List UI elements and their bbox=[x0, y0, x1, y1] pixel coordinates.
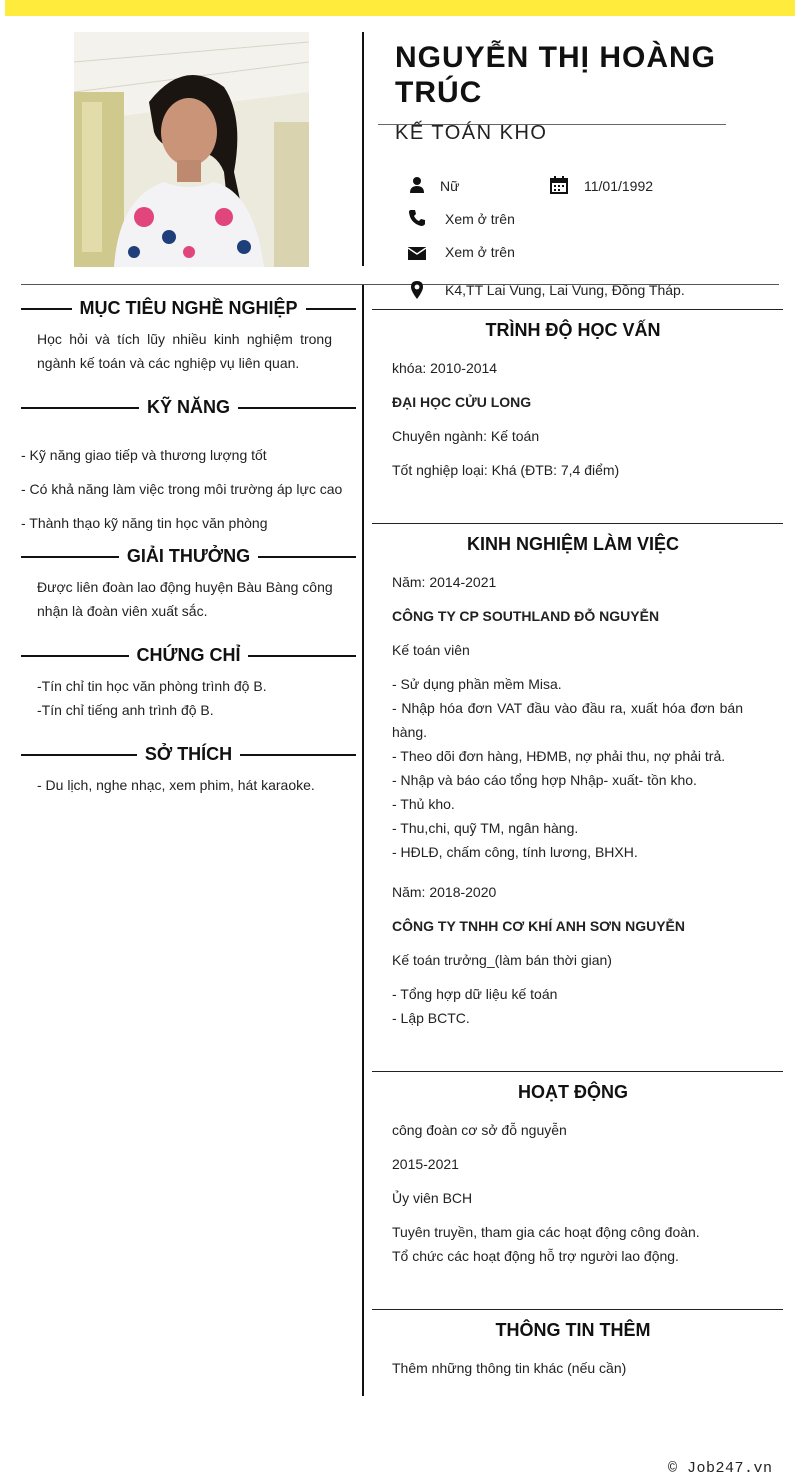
education-title: TRÌNH ĐỘ HỌC VẤN bbox=[485, 320, 661, 340]
education-school: ĐẠI HỌC CỬU LONG bbox=[392, 394, 532, 410]
birthdate-value: 11/01/1992 bbox=[584, 178, 654, 194]
certificate-item: -Tín chỉ tin học văn phòng trình độ B. bbox=[37, 678, 267, 694]
awards-text: Được liên đoàn lao động huyện Bàu Bàng công nhận là đoàn viên xuất sắc. bbox=[37, 579, 333, 619]
email-value: Xem ở trên bbox=[445, 244, 515, 260]
job-position: Kế toán trưởng_(làm bán thời gian) bbox=[392, 952, 612, 968]
awards-title: GIẢI THƯỞNG bbox=[126, 546, 251, 566]
job-company: CÔNG TY CP SOUTHLAND ĐỖ NGUYỄN bbox=[392, 608, 660, 624]
job-duty: - Theo dõi đơn hàng, HĐMB, nợ phải thu, nợ phải trả. bbox=[392, 748, 726, 764]
education-grade: Tốt nghiệp loại: Khá (ĐTB: 7,4 điểm) bbox=[392, 462, 620, 478]
profile-photo bbox=[74, 32, 309, 267]
activity-detail: Tổ chức các hoạt động hỗ trợ người lao động. bbox=[392, 1248, 679, 1264]
job-duty: - HĐLĐ, chấm công, tính lương, BHXH. bbox=[392, 844, 638, 860]
skill-item: - Có khả năng làm việc trong môi trường áp lực cao bbox=[21, 481, 343, 497]
job-duty: - Lập BCTC. bbox=[392, 1010, 470, 1026]
activities-title: HOẠT ĐỘNG bbox=[518, 1082, 628, 1102]
footer-copyright[interactable]: © Job247.vn bbox=[668, 1460, 773, 1477]
user-icon bbox=[408, 176, 426, 194]
additional-title: THÔNG TIN THÊM bbox=[495, 1320, 651, 1340]
activity-role: Ủy viên BCH bbox=[392, 1190, 473, 1206]
objective-text: Học hỏi và tích lũy nhiều kinh nghiệm trong ngành kế toán và các nghiệp vụ liên quan. bbox=[37, 331, 332, 371]
education-period: khóa: 2010-2014 bbox=[392, 360, 498, 376]
certificates-heading bbox=[21, 645, 356, 666]
additional-text: Thêm những thông tin khác (nếu cần) bbox=[392, 1360, 627, 1376]
job-duty: - Tổng hợp dữ liệu kế toán bbox=[392, 986, 558, 1002]
map-marker-icon bbox=[408, 281, 426, 299]
job-duty: - Nhập hóa đơn VAT đầu vào đầu ra, xuất hóa đơn bán hàng. bbox=[392, 700, 743, 740]
job-duty: - Thu,chi, quỹ TM, ngân hàng. bbox=[392, 820, 579, 836]
gender-value: Nữ bbox=[440, 178, 460, 194]
hobbies-heading bbox=[21, 744, 356, 765]
activities-rule bbox=[372, 1071, 783, 1072]
hobbies-title: SỞ THÍCH bbox=[144, 744, 233, 764]
skills-heading bbox=[21, 397, 356, 418]
main-divider-vertical bbox=[362, 285, 364, 1396]
header-divider-vertical bbox=[362, 32, 364, 266]
awards-heading bbox=[21, 546, 356, 567]
activity-org: công đoàn cơ sở đỗ nguyễn bbox=[392, 1122, 567, 1138]
job-period: Năm: 2014-2021 bbox=[392, 574, 497, 590]
certificates-title: CHỨNG CHỈ bbox=[136, 645, 241, 665]
accent-top-bar bbox=[5, 0, 795, 16]
job-duty: - Sử dụng phần mềm Misa. bbox=[392, 676, 562, 692]
job-duty: - Thủ kho. bbox=[392, 796, 455, 812]
additional-rule bbox=[372, 1309, 783, 1310]
objective-heading bbox=[21, 298, 356, 319]
education-major: Chuyên ngành: Kế toán bbox=[392, 428, 540, 444]
hobbies-text: - Du lịch, nghe nhạc, xem phim, hát karaoke. bbox=[37, 777, 315, 793]
envelope-icon bbox=[408, 244, 426, 262]
activity-period: 2015-2021 bbox=[392, 1156, 459, 1172]
candidate-name: NGUYỄN THỊ HOÀNG TRÚC bbox=[395, 41, 717, 109]
education-rule bbox=[372, 309, 783, 310]
job-title: KẾ TOÁN KHO bbox=[395, 122, 548, 144]
job-position: Kế toán viên bbox=[392, 642, 470, 658]
calendar-icon bbox=[550, 176, 568, 194]
phone-value: Xem ở trên bbox=[445, 211, 515, 227]
skill-item: - Thành thạo kỹ năng tin học văn phòng bbox=[21, 515, 268, 531]
phone-icon bbox=[408, 209, 426, 227]
certificate-item: -Tín chỉ tiếng anh trình độ B. bbox=[37, 702, 214, 718]
job-company: CÔNG TY TNHH CƠ KHÍ ANH SƠN NGUYỄN bbox=[392, 918, 686, 934]
address-value: K4,TT Lai Vung, Lai Vung, Đồng Tháp. bbox=[445, 282, 685, 298]
skill-item: - Kỹ năng giao tiếp và thương lượng tốt bbox=[21, 447, 267, 463]
job-duty: - Nhập và báo cáo tổng hợp Nhập- xuất- tồn kho. bbox=[392, 772, 697, 788]
objective-title: MỤC TIÊU NGHỀ NGHIỆP bbox=[79, 298, 298, 318]
experience-rule bbox=[372, 523, 783, 524]
activity-detail: Tuyên truyền, tham gia các hoạt động công đoàn. bbox=[392, 1224, 700, 1240]
job-period: Năm: 2018-2020 bbox=[392, 884, 497, 900]
skills-title: KỸ NĂNG bbox=[147, 397, 231, 417]
experience-title: KINH NGHIỆM LÀM VIỆC bbox=[466, 534, 679, 554]
